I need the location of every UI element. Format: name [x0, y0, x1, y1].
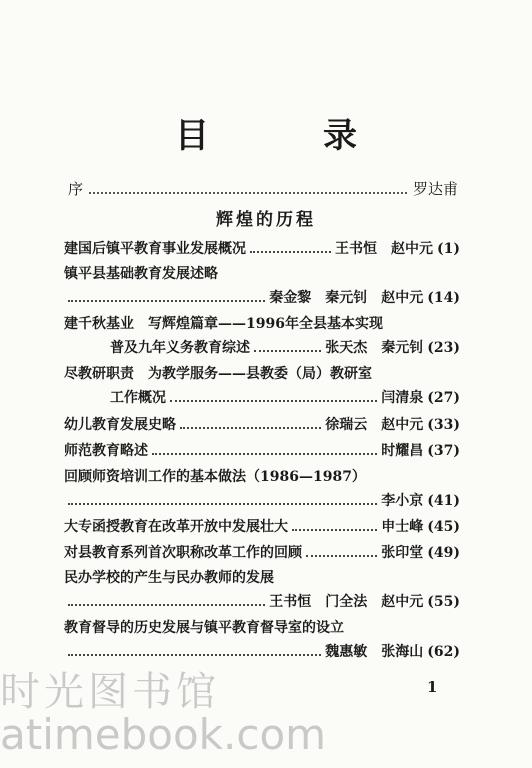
preface-author: 罗达甫 — [412, 180, 458, 198]
toc-entry[interactable] — [64, 263, 460, 311]
entry-title: 教育督导的历史发展与镇平教育督导室的设立 — [64, 620, 344, 636]
entry-page: (37) — [427, 443, 460, 459]
entry-authors: 申士峰 — [381, 519, 424, 535]
leader-dots — [306, 555, 377, 557]
toc-entry[interactable] — [64, 466, 460, 514]
entry-page: (41) — [427, 493, 460, 509]
page-number: 1 — [427, 678, 438, 696]
entry-title: 尽教研职责 为教学服务——县教委（局）教研室 — [64, 366, 372, 382]
toc-entry[interactable] — [64, 516, 460, 540]
entry-page: (14) — [427, 290, 460, 306]
entry-title-continued: 普及九年义务教育综述 — [110, 340, 250, 356]
toc-entry[interactable] — [64, 238, 460, 262]
leader-dots — [250, 251, 331, 253]
entry-title: 大专函授教育在改革开放中发展壮大 — [64, 519, 288, 535]
entry-title: 回顾师资培训工作的基本做法（1986—1987） — [64, 469, 366, 485]
toc-entry[interactable] — [64, 313, 460, 361]
entry-title: 师范教育略述 — [64, 443, 148, 459]
watermark-url: atimebook.com — [0, 710, 327, 759]
entry-page: (23) — [427, 340, 460, 356]
leader-dots — [89, 192, 407, 194]
entry-title: 建国后镇平教育事业发展概况 — [64, 241, 246, 257]
entry-title-continued: 工作概况 — [110, 390, 166, 406]
entry-title: 幼儿教育发展史略 — [64, 417, 176, 433]
leader-dots — [68, 503, 377, 505]
entry-authors: 李小京 — [381, 493, 424, 509]
leader-dots — [180, 427, 321, 429]
preface-label: 序 — [68, 180, 84, 198]
entry-authors: 闫清泉 — [381, 390, 424, 406]
entry-authors: 时耀昌 — [381, 443, 424, 459]
section-title: 辉煌的历程 — [216, 210, 316, 230]
entry-title: 对县教育系列首次职称改革工作的回顾 — [64, 545, 302, 561]
toc-entry[interactable] — [64, 414, 460, 438]
watermark-text: 时光图书馆 — [0, 669, 220, 715]
leader-dots — [254, 350, 321, 352]
entry-authors: 王书恒 门全法 赵中元 — [269, 594, 424, 610]
toc-entry[interactable] — [64, 542, 460, 566]
page-title: 目 录 — [175, 116, 397, 156]
entry-page: (49) — [427, 545, 460, 561]
entry-authors: 魏惠敏 张海山 — [325, 644, 424, 660]
entry-title: 民办学校的产生与民办教师的发展 — [64, 570, 274, 586]
toc-entry[interactable] — [64, 440, 460, 464]
toc-entry[interactable] — [64, 363, 460, 411]
leader-dots — [68, 300, 265, 302]
preface-entry[interactable] — [68, 178, 458, 199]
leader-dots — [292, 529, 377, 531]
entry-authors: 张天杰 秦元钊 — [325, 340, 424, 356]
toc-entry[interactable] — [64, 567, 460, 615]
entry-page: (45) — [427, 519, 460, 535]
entry-page: (33) — [427, 417, 460, 433]
leader-dots — [170, 400, 377, 402]
entry-title: 建千秋基业 写辉煌篇章——1996年全县基本实现 — [64, 316, 383, 332]
entry-authors: 秦金黎 秦元钊 赵中元 — [269, 290, 424, 306]
leader-dots — [68, 604, 265, 606]
entry-page: (1) — [437, 241, 460, 257]
leader-dots — [68, 654, 321, 656]
leader-dots — [152, 453, 377, 455]
entry-authors: 王书恒 赵中元 — [335, 241, 433, 257]
toc-entry[interactable] — [64, 617, 460, 665]
entry-page: (55) — [427, 594, 460, 610]
entry-title: 镇平县基础教育发展述略 — [64, 266, 218, 282]
entry-authors: 徐瑞云 赵中元 — [325, 417, 424, 433]
entry-page: (27) — [427, 390, 460, 406]
entry-page: (62) — [427, 644, 460, 660]
entry-authors: 张印堂 — [381, 545, 424, 561]
